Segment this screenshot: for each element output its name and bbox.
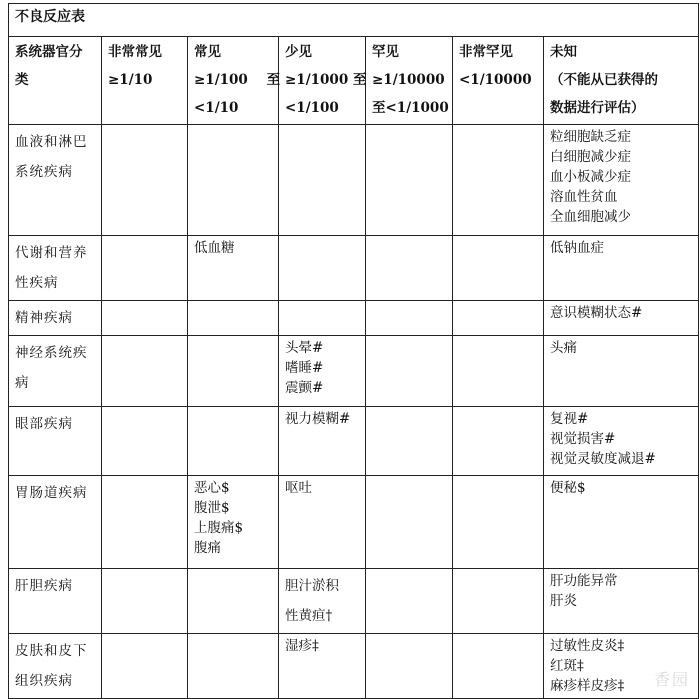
unknown-cell <box>544 476 699 569</box>
header-line: <1/10 <box>194 100 239 116</box>
header-line: 至<1/1000 <box>372 100 449 116</box>
uncommon-cell <box>279 476 366 569</box>
rare-cell <box>366 301 453 336</box>
rare-cell <box>366 407 453 476</box>
reaction-item: 嗜睡# <box>285 360 324 376</box>
very-common-cell <box>102 236 188 301</box>
reaction-item: 意识模糊状态# <box>550 305 643 321</box>
organ-class-label: 血液和淋巴 <box>15 134 88 150</box>
header-line: 非常罕见 <box>459 44 513 60</box>
very-common-cell <box>102 569 188 634</box>
very-common-cell <box>102 301 188 336</box>
organ-class-cell <box>9 476 102 569</box>
organ-class-label: 系统疾病 <box>15 164 73 180</box>
header-line: （不能从已获得的 <box>550 72 658 88</box>
header-line: 系统器官分 <box>15 44 83 60</box>
header-very-rare <box>453 37 544 125</box>
header-rare <box>366 37 453 125</box>
header-line: 非常常见 <box>108 44 162 60</box>
header-line: 类 <box>15 72 29 88</box>
reaction-item: 过敏性皮炎‡ <box>550 638 625 654</box>
reaction-item: 复视# <box>550 411 589 427</box>
reaction-item: 湿疹‡ <box>285 638 319 654</box>
reaction-item: 肝功能异常 <box>550 573 618 589</box>
reaction-item: 腹泄$ <box>194 500 230 516</box>
common-cell <box>188 336 279 407</box>
reaction-item: 性黄疸† <box>285 608 333 624</box>
reaction-item: 视力模糊# <box>285 411 351 427</box>
organ-class-label: 眼部疾病 <box>15 416 73 432</box>
organ-class-label: 胃肠道疾病 <box>15 485 88 501</box>
reaction-item: 胆汁淤积 <box>285 578 339 594</box>
very-rare-cell <box>453 407 544 476</box>
uncommon-cell <box>279 301 366 336</box>
unknown-cell <box>544 301 699 336</box>
reaction-item: 血小板减少症 <box>550 169 631 185</box>
very-common-cell <box>102 125 188 236</box>
common-cell <box>188 407 279 476</box>
table-row <box>9 336 699 407</box>
reaction-item: 全血细胞减少 <box>550 209 631 225</box>
watermark: 香园 <box>653 670 690 689</box>
very-rare-cell <box>453 569 544 634</box>
reaction-item: 溶血性贫血 <box>550 189 618 205</box>
uncommon-cell <box>279 634 366 699</box>
organ-class-cell <box>9 301 102 336</box>
unknown-cell <box>544 336 699 407</box>
very-common-cell <box>102 407 188 476</box>
unknown-cell <box>544 125 699 236</box>
reaction-item: 震颤# <box>285 380 324 396</box>
very-rare-cell <box>453 336 544 407</box>
rare-cell <box>366 336 453 407</box>
header-line: ≥1/1000 至 <box>285 72 367 88</box>
very-rare-cell <box>453 476 544 569</box>
common-cell <box>188 301 279 336</box>
reaction-item: 麻疹样皮疹‡ <box>550 678 625 694</box>
very-common-cell <box>102 476 188 569</box>
rare-cell <box>366 125 453 236</box>
rare-cell <box>366 634 453 699</box>
common-cell <box>188 125 279 236</box>
header-line: 未知 <box>550 44 577 60</box>
uncommon-cell <box>279 407 366 476</box>
organ-class-label: 皮肤和皮下 <box>15 643 88 659</box>
very-common-cell <box>102 336 188 407</box>
header-line: 数据进行评估） <box>550 100 645 116</box>
header-line: ≥1/10000 <box>372 72 445 88</box>
organ-class-label: 精神疾病 <box>15 310 73 326</box>
very-rare-cell <box>453 301 544 336</box>
reaction-item: 白细胞减少症 <box>550 149 631 165</box>
header-line: ≥1/100 至 <box>194 72 281 88</box>
unknown-cell <box>544 407 699 476</box>
unknown-cell <box>544 569 699 634</box>
rare-cell <box>366 569 453 634</box>
rare-cell <box>366 236 453 301</box>
reaction-item: 上腹痛$ <box>194 520 244 536</box>
organ-class-label: 组织疾病 <box>15 673 73 689</box>
unknown-cell <box>544 236 699 301</box>
reaction-item: 头晕# <box>285 340 324 356</box>
adverse-reaction-table <box>8 3 699 699</box>
uncommon-cell <box>279 336 366 407</box>
reaction-item: 头痛 <box>550 340 577 356</box>
table-row <box>9 125 699 236</box>
header-line: <1/100 <box>285 100 339 116</box>
reaction-item: 视觉损害# <box>550 431 616 447</box>
reaction-item: 低血糖 <box>194 240 235 256</box>
header-line: 常见 <box>194 44 221 60</box>
reaction-item: 便秘$ <box>550 480 586 496</box>
common-cell <box>188 236 279 301</box>
header-very-common <box>102 37 188 125</box>
organ-class-cell <box>9 236 102 301</box>
table-title: 不良反应表 <box>9 4 699 37</box>
table-row <box>9 407 699 476</box>
reaction-item: 低钠血症 <box>550 240 604 256</box>
uncommon-cell <box>279 236 366 301</box>
table-row <box>9 236 699 301</box>
very-common-cell <box>102 634 188 699</box>
reaction-item: 红斑‡ <box>550 658 584 674</box>
reaction-item: 恶心$ <box>194 480 230 496</box>
uncommon-cell <box>279 125 366 236</box>
table-body <box>9 125 699 699</box>
common-cell <box>188 634 279 699</box>
organ-class-cell <box>9 336 102 407</box>
organ-class-label: 神经系统疾 <box>15 345 88 361</box>
organ-class-cell <box>9 125 102 236</box>
organ-class-label: 性疾病 <box>15 275 59 291</box>
very-rare-cell <box>453 125 544 236</box>
reaction-item: 呕吐 <box>285 480 312 496</box>
organ-class-label: 代谢和营养 <box>15 245 88 261</box>
reaction-item: 腹痛 <box>194 540 221 556</box>
reaction-item: 粒细胞缺乏症 <box>550 129 631 145</box>
very-rare-cell <box>453 634 544 699</box>
common-cell <box>188 476 279 569</box>
header-uncommon <box>279 37 366 125</box>
table-row <box>9 476 699 569</box>
organ-class-label: 病 <box>15 375 30 391</box>
table-title-row <box>9 4 699 37</box>
common-cell <box>188 569 279 634</box>
header-line: 少见 <box>285 44 312 60</box>
table-row <box>9 634 699 699</box>
organ-class-label: 肝胆疾病 <box>15 578 73 594</box>
header-line: ≥1/10 <box>108 72 153 88</box>
reaction-item: 肝炎 <box>550 593 577 609</box>
organ-class-cell <box>9 569 102 634</box>
header-row <box>9 37 699 125</box>
header-line: 罕见 <box>372 44 399 60</box>
table-row <box>9 569 699 634</box>
uncommon-cell <box>279 569 366 634</box>
header-line: <1/10000 <box>459 72 532 88</box>
reaction-item: 视觉灵敏度减退# <box>550 451 656 467</box>
header-organ-class <box>9 37 102 125</box>
organ-class-cell <box>9 634 102 699</box>
header-common <box>188 37 279 125</box>
header-unknown <box>544 37 699 125</box>
very-rare-cell <box>453 236 544 301</box>
rare-cell <box>366 476 453 569</box>
organ-class-cell <box>9 407 102 476</box>
table-row <box>9 301 699 336</box>
